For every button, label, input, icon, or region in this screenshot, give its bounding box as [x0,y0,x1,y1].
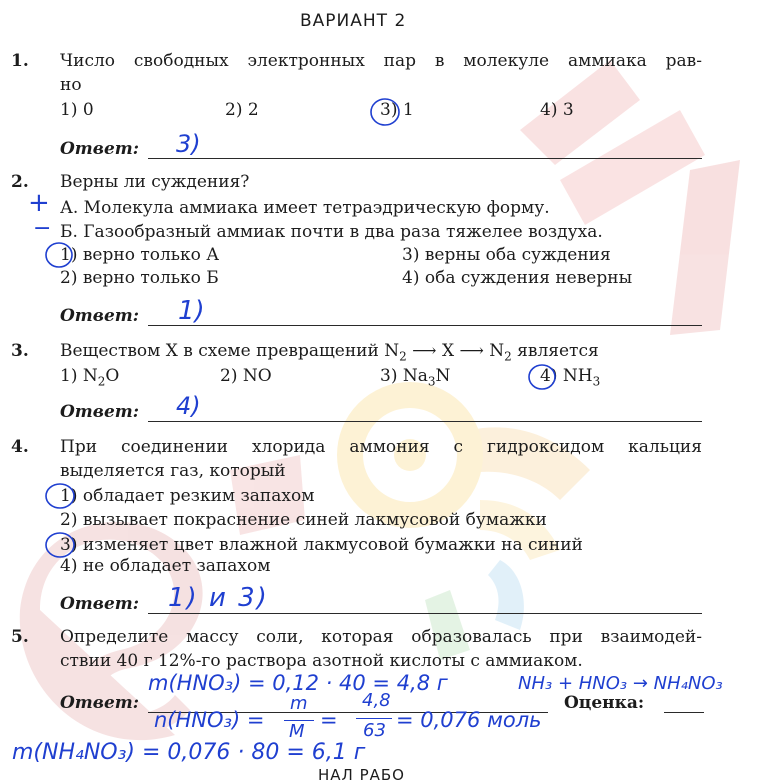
q5-handwritten-reaction: NH₃ + HNO₃ → NH₄NO₃ [518,673,723,694]
q3-number: 3. [11,341,29,361]
q5-handwritten-line3: m(NH₄NO₃) = 0,076 · 80 = 6,1 г [12,740,366,765]
q4-answer-line [148,613,702,614]
q2-circle-mark [44,240,76,270]
q1-option-3: 3) 1 [380,100,414,120]
q1-option-2: 2) 2 [225,100,259,120]
q1-option-4: 4) 3 [540,100,574,120]
q3-option-2: 2) NO [220,366,272,386]
q4-handwritten-answer: 1) и 3) [168,583,269,613]
q5-text-line1: Определите массу соли, которая образовалась при взаимодей- [60,627,702,647]
q3-handwritten-answer: 4) [176,392,201,420]
q5-frac2-bottom: 63 [363,720,386,741]
q1-option-1: 1) 0 [60,100,94,120]
grade-label: Оценка: [564,693,645,713]
q3-answer-label: Ответ: [60,402,140,422]
q2-option-4: 4) оба суждения неверны [402,268,633,288]
q2-option-2: 2) верно только Б [60,268,219,288]
q1-text-line1: Число свободных электронных пар в молекуле аммиака рав- [60,51,702,71]
q1-text-line2: но [60,75,82,95]
q1-answer-label: Ответ: [60,139,140,159]
q5-handwritten-line2-right: = 0,076 моль [396,708,542,732]
q2-statement-a: А. Молекула аммиака имеет тетраэдрическую форму. [60,198,550,218]
q4-text-line2: выделяется газ, который [60,461,286,481]
q2-number: 2. [11,172,29,192]
q4-option-2: 2) вызывает покраснение синей лакмусовой бумажки [60,510,547,530]
q4-option-3: 3) изменяет цвет влажной лакмусовой бумажки на синий [60,535,583,555]
q4-answer-label: Ответ: [60,594,140,614]
q4-number: 4. [11,437,29,457]
q3-option-4: 4) $NH_3$ [540,366,601,389]
q1-number: 1. [11,51,29,71]
q2-option-3: 3) верны оба суждения [402,245,611,265]
q3-circle-mark [526,362,560,392]
q4-circle-mark-1 [44,481,78,511]
q5-text-line2: ствии 40 г 12%-го раствора азотной кислоты с аммиаком. [60,651,583,671]
q2-option-1: 1) верно только А [60,245,220,265]
q2-answer-line [148,325,702,326]
q5-handwritten-line1: m(HNO₃) = 0,12 · 40 = 4,8 г [148,671,448,695]
q4-option-1: 1) обладает резким запахом [60,486,315,506]
q2-handwritten-answer: 1) [178,296,205,326]
variant-title: ВАРИАНТ 2 [300,11,407,31]
q5-frac2-top: 4,8 [362,690,391,711]
q1-answer-line [148,158,702,159]
q5-frac1-bottom: M [289,721,305,742]
q2-statement-b: Б. Газообразный аммиак почти в два раза тяжелее воздуха. [60,222,603,242]
q4-text-line1: При соединении хлорида аммония с гидроксидом кальция [60,437,702,457]
q2-plus-mark: + [28,188,50,218]
q5-frac2-bar [356,718,392,719]
q3-text: Веществом X в схеме превращений $N_2$ ⟶ X ⟶ $N_2$ является [60,341,599,364]
q2-answer-label: Ответ: [60,306,140,326]
q5-answer-label: Ответ: [60,693,140,713]
q2-minus-mark: − [33,216,52,241]
q3-answer-line [148,421,702,422]
footer-cut-text: НАЛ РАБО [318,766,405,784]
q5-equals-1: = [320,708,338,732]
q5-frac1-top: m [290,693,308,714]
q1-circle-mark [368,96,404,128]
q3-option-1: 1) $N_2O$ [60,366,120,389]
q1-handwritten-answer: 3) [176,130,201,158]
q4-circle-mark-3 [44,530,78,560]
q3-option-3: 3) $Na_3N$ [380,366,451,389]
grade-line [664,712,704,713]
q2-text-line1: Верны ли суждения? [60,172,250,192]
q5-number: 5. [11,627,29,647]
q4-option-4: 4) не обладает запахом [60,556,271,576]
q5-handwritten-line2-left: n(HNO₃) = [154,708,265,732]
